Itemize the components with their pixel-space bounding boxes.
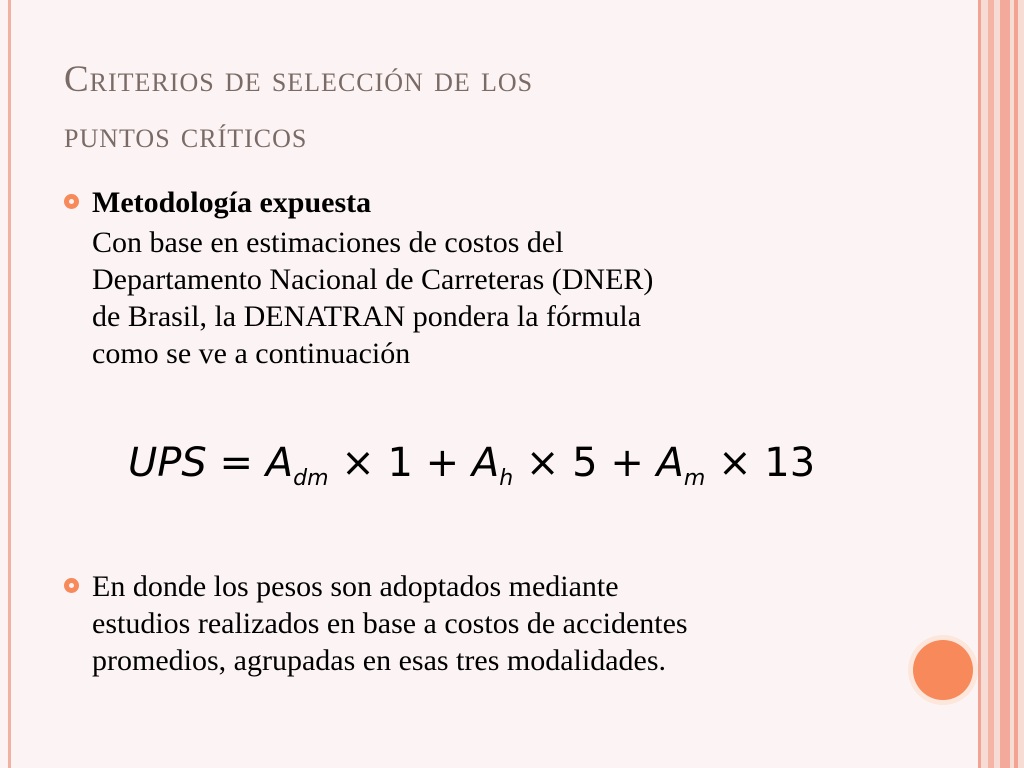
formula-var: A: [471, 440, 500, 486]
slide-title: [64, 52, 944, 164]
formula-lhs: UPS: [128, 440, 207, 486]
bullet-weights: [60, 568, 940, 679]
formula-var: A: [656, 440, 684, 486]
formula-subscript: dm: [293, 466, 329, 491]
right-stripe: [988, 0, 994, 768]
formula-var: A: [265, 440, 294, 486]
formula-subscript: h: [499, 466, 514, 491]
title-line-2: puntos críticos: [64, 115, 308, 156]
body-line: estudios realizados en base a costos de accidentes: [92, 607, 688, 640]
body-line: como se ve a continuación: [92, 337, 411, 370]
bullet-body: [92, 224, 872, 372]
bullet-icon: [64, 578, 79, 593]
bullet-body: [92, 568, 940, 679]
body-line: Departamento Nacional de Carreteras (DNER): [92, 263, 654, 296]
body-line: promedios, agrupadas en esas tres modalidades.: [92, 644, 666, 677]
body-line: de Brasil, la DENATRAN pondera la fórmula: [92, 300, 642, 333]
bullet-methodology: [60, 184, 940, 372]
right-stripe: [978, 0, 981, 768]
ups-formula: [128, 440, 848, 500]
formula-operator: × 5 +: [513, 440, 657, 486]
formula-subscript: m: [683, 466, 706, 491]
title-line-1: Criterios de selección de los: [64, 59, 534, 100]
left-border-line: [8, 0, 11, 768]
formula-operator: × 1 +: [328, 440, 472, 486]
formula-operator: × 13: [705, 440, 816, 486]
body-line: Con base en estimaciones de costos del: [92, 226, 564, 259]
bullet-icon: [64, 194, 79, 209]
right-stripe: [1014, 0, 1018, 768]
bullet-heading: Metodología expuesta: [92, 186, 372, 219]
right-stripe: [1000, 0, 1010, 768]
formula-equals: =: [206, 440, 266, 486]
body-line: En donde los pesos son adoptados mediante: [92, 570, 619, 603]
